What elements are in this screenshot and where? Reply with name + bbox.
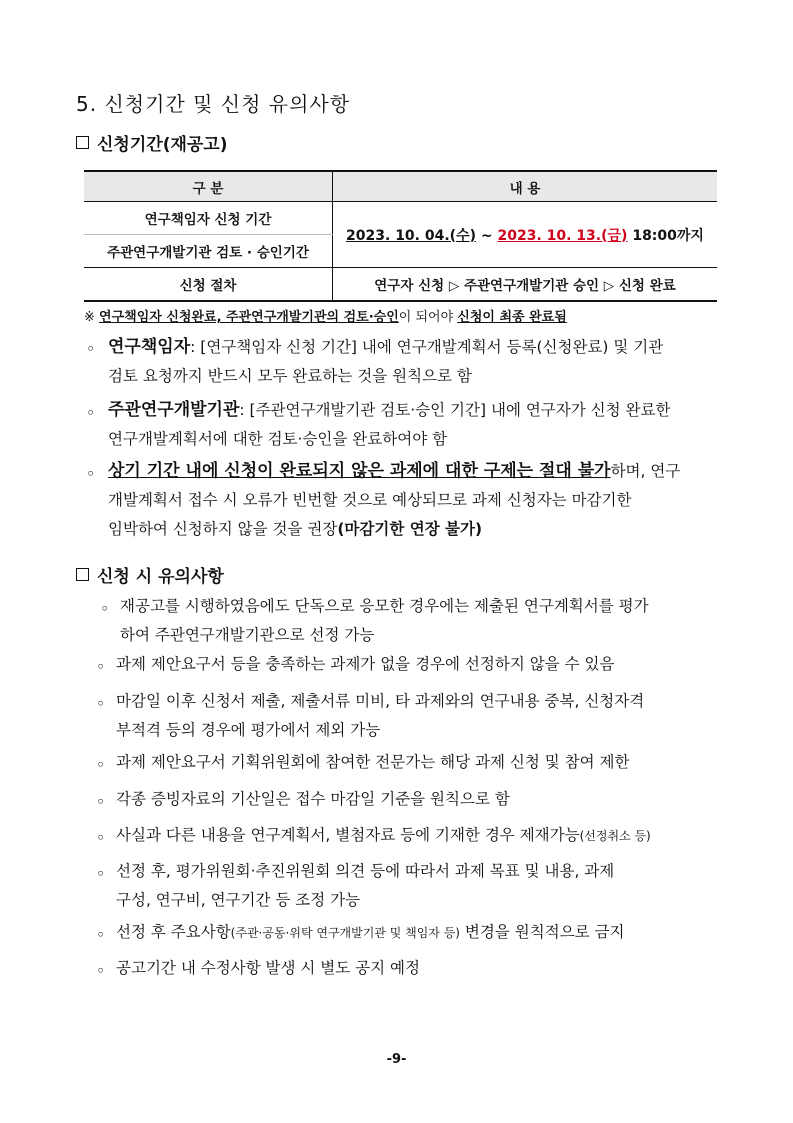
item-bold-label: 연구책임자 <box>108 337 191 357</box>
date-start: 2023. 10. 04.(수) <box>346 227 476 244</box>
completion-note <box>84 306 567 325</box>
period-heading-text: 신청기간(재공고) <box>97 135 228 155</box>
item-bold-label: 상기 기간 내에 신청이 완료되지 않은 과제에 대한 구제는 절대 불가 <box>108 461 611 481</box>
item-line: 연구개발계획서에 대한 검토·승인을 완료하여야 함 <box>108 430 448 448</box>
checkbox-square-icon <box>76 568 89 581</box>
item-line: 과제 제안요구서 등을 충족하는 과제가 없을 경우에 선정하지 않을 수 있음 <box>116 655 615 673</box>
row-procedure-label: 신청 절차 <box>84 268 333 302</box>
item-line: 임박하여 신청하지 않을 것을 권장 <box>108 520 338 538</box>
caution-item <box>116 857 614 915</box>
note-mark: ※ <box>84 310 100 325</box>
item-line: 구성, 연구비, 연구기간 등 조정 가능 <box>116 891 361 909</box>
note-bold-2: 신청이 최종 완료됨 <box>457 310 567 325</box>
item-small-note: (선정취소 등) <box>579 829 651 843</box>
cautions-heading <box>76 562 224 587</box>
caution-item <box>120 592 649 650</box>
bullet-icon: ◦ <box>96 793 106 811</box>
caution-item <box>116 687 644 745</box>
schedule-table <box>84 170 717 302</box>
item-line: 재공고를 시행하였음에도 단독으로 응모한 경우에는 제출된 연구계획서를 평가 <box>120 597 649 615</box>
row-institution-review-label: 주관연구개발기관 검토 · 승인기간 <box>84 235 333 268</box>
item-small-note: (주관·공동·위탁 연구개발기관 및 책임자 등) <box>230 926 460 940</box>
item-line: 하여 주관연구개발기관으로 선정 가능 <box>120 626 375 644</box>
item-line: : [주관연구개발기관 검토·승인 기간] 내에 연구자가 신청 완료한 <box>239 401 671 419</box>
bullet-icon: ◦ <box>100 600 110 618</box>
item-line: : [연구책임자 신청 기간] 내에 연구개발계획서 등록(신청완료) 및 기관 <box>190 338 664 356</box>
item-line: 선정 후, 평가위원회·추진위원회 의견 등에 따라서 과제 목표 및 내용, 과제 <box>116 862 615 880</box>
bullet-icon: ◦ <box>96 829 106 847</box>
caution-item <box>116 785 510 814</box>
item-bold-label: 주관연구개발기관 <box>108 400 240 420</box>
row-procedure-value: 연구자 신청 ▷ 주관연구개발기관 승인 ▷ 신청 완료 <box>333 268 718 302</box>
bullet-icon: ◦ <box>96 695 106 713</box>
date-separator: ~ <box>476 227 498 244</box>
caution-item <box>116 821 651 851</box>
note-middle: 이 되어야 <box>398 310 458 325</box>
item-line: 하며, 연구 <box>610 462 681 480</box>
caution-item <box>116 954 420 983</box>
table-header-content: 내 용 <box>333 171 718 202</box>
period-heading <box>76 130 228 155</box>
caution-item <box>116 650 614 679</box>
application-date-range <box>333 202 718 268</box>
table-header-category: 구 분 <box>84 171 333 202</box>
date-end: 2023. 10. 13.(금) <box>497 227 628 244</box>
bullet-icon: ◦ <box>96 926 106 944</box>
bullet-icon: ◦ <box>96 865 106 883</box>
period-item-no-remedy <box>108 457 680 544</box>
cautions-heading-text: 신청 시 유의사항 <box>97 567 224 587</box>
bullet-icon: ◦ <box>86 340 96 358</box>
checkbox-square-icon <box>76 136 89 149</box>
item-line: 검토 요청까지 반드시 모두 완료하는 것을 원칙으로 함 <box>108 367 472 385</box>
caution-item <box>116 918 625 948</box>
page-number: -9- <box>386 1052 407 1067</box>
bullet-icon: ◦ <box>96 756 106 774</box>
item-line: 사실과 다른 내용을 연구계획서, 별첨자료 등에 기재한 경우 제재가능 <box>116 826 580 844</box>
item-line: 마감일 이후 신청서 제출, 제출서류 미비, 타 과제와의 연구내용 중복, 신청자격 <box>116 692 645 710</box>
date-time: 18:00까지 <box>627 227 704 244</box>
item-line-tail: 변경을 원칙적으로 금지 <box>460 923 625 941</box>
bullet-icon: ◦ <box>96 658 106 676</box>
row-researcher-period-label: 연구책임자 신청 기간 <box>84 202 333 235</box>
item-line: 개발계획서 접수 시 오류가 빈번할 것으로 예상되므로 과제 신청자는 마감기한 <box>108 491 632 509</box>
caution-item <box>116 748 629 777</box>
period-item-institution <box>108 396 670 454</box>
period-item-researcher <box>108 333 663 391</box>
item-bold-tail: (마감기한 연장 불가) <box>337 520 483 538</box>
item-line: 부적격 등의 경우에 평가에서 제외 가능 <box>116 721 381 739</box>
item-line: 공고기간 내 수정사항 발생 시 별도 공지 예정 <box>116 959 421 977</box>
item-line: 선정 후 주요사항 <box>116 923 231 941</box>
item-line: 과제 제안요구서 기획위원회에 참여한 전문가는 해당 과제 신청 및 참여 제한 <box>116 753 630 771</box>
item-line: 각종 증빙자료의 기산일은 접수 마감일 기준을 원칙으로 함 <box>116 790 510 808</box>
bullet-icon: ◦ <box>86 465 96 483</box>
section-title: 5. 신청기간 및 신청 유의사항 <box>76 92 351 116</box>
bullet-icon: ◦ <box>96 962 106 980</box>
note-bold-1: 연구책임자 신청완료, 주관연구개발기관의 검토·승인 <box>99 310 399 325</box>
bullet-icon: ◦ <box>86 404 96 422</box>
